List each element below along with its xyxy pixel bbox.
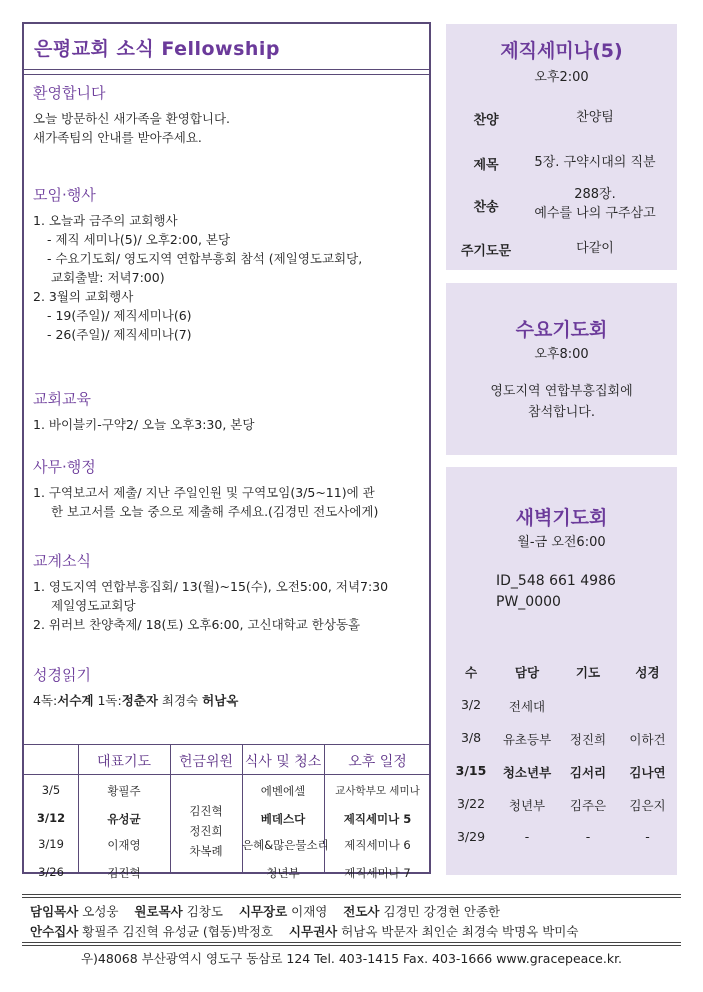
- staff-role: 담임목사: [30, 904, 79, 919]
- prayer-leader: 황필주: [107, 784, 141, 798]
- meal-team: 은혜&많은물소리: [242, 838, 329, 852]
- seminar-row-label: 찬송: [473, 200, 499, 215]
- offering-member: 차복례: [189, 844, 223, 858]
- staff-role: 시무권사: [288, 924, 338, 939]
- fellowship-section: [33, 550, 388, 634]
- reading-line: [33, 691, 238, 710]
- header-prayer: 대표기도: [96, 754, 152, 770]
- header-offering: 헌금위원: [178, 754, 234, 770]
- seminar-panel: [446, 24, 677, 270]
- dawn-cell: 청년부: [508, 798, 546, 813]
- reader-name: 최경숙: [157, 693, 203, 708]
- zoom-pw: PW_0000: [496, 594, 561, 610]
- dawn-prayer-panel: [446, 467, 677, 875]
- dawn-cell: 3/2: [460, 697, 482, 712]
- schedule-date: 3/5: [41, 783, 61, 797]
- staff-role: 안수집사: [30, 924, 79, 939]
- afternoon-event: 제직세미나 6: [344, 838, 411, 852]
- events-line: - 26(주일)/ 제직세미나(7): [47, 327, 192, 342]
- footer-rule: [22, 897, 681, 898]
- prayer-leader: 김진혁: [107, 866, 141, 880]
- admin-section: [33, 456, 378, 521]
- dawn-cell: -: [585, 829, 591, 844]
- meal-team: 청년부: [266, 866, 300, 880]
- events-line: - 19(주일)/ 제직세미나(6): [47, 308, 192, 323]
- admin-line: 한 보고서를 오늘 중으로 제출해 주세요.(김경민 전도사에게): [51, 504, 379, 519]
- welcome-line: 새가족팀의 안내를 받아주세요.: [33, 130, 202, 145]
- staff-names: 이재영: [287, 904, 328, 919]
- dawn-cell: 3/22: [456, 796, 486, 811]
- wednesday-line: 영도지역 연합부흥집회에: [490, 384, 633, 399]
- dawn-cell: 김서리: [569, 765, 607, 780]
- wednesday-line: 참석합니다.: [528, 405, 595, 420]
- wednesday-time: 오후8:00: [534, 347, 589, 362]
- footer-rule: [22, 942, 681, 943]
- prayer-leader: 이재영: [107, 838, 141, 852]
- admin-heading: 사무·행정: [33, 458, 96, 476]
- schedule-date: 3/12: [36, 811, 66, 825]
- dawn-cell: -: [524, 829, 530, 844]
- dawn-cell: 청소년부: [502, 765, 552, 780]
- seminar-row-label: 찬양: [473, 113, 499, 128]
- schedule-date: 3/26: [38, 865, 64, 879]
- fellowship-line: 2. 위러브 찬양축제/ 18(토) 오후6:00, 고신대학교 한상동홀: [33, 617, 361, 632]
- zoom-id: ID_548 661 4986: [496, 573, 616, 589]
- staff-names: 황필주 김진혁 유성균 (협동)박정호: [78, 924, 274, 939]
- dawn-cell: 3/15: [455, 763, 487, 778]
- staff-names: 오성웅: [78, 904, 119, 919]
- dawn-cell: 유초등부: [502, 732, 552, 747]
- wednesday-prayer-panel: [446, 283, 677, 455]
- bulletin-news-panel: [22, 22, 431, 880]
- offering-member: 정진희: [189, 824, 223, 838]
- dawn-cell: 3/29: [456, 829, 486, 844]
- reader-name: 허남옥: [202, 693, 239, 708]
- reading-prefix: 4독:: [33, 693, 58, 708]
- staff-line-1: [30, 902, 500, 920]
- staff-role: 전도사: [343, 904, 380, 919]
- dawn-cell: 이하건: [629, 732, 666, 747]
- education-line: 1. 바이블키-구약2/ 오늘 오후3:30, 본당: [33, 417, 255, 432]
- meal-team: 베데스다: [260, 812, 306, 826]
- events-line: 교회출발: 저녁7:00): [51, 270, 165, 285]
- dawn-cell: 김나연: [629, 765, 666, 780]
- dawn-cell: 김주은: [569, 798, 607, 813]
- seminar-row-value: 찬양팀: [576, 110, 614, 125]
- dawn-cell: 정진희: [569, 732, 607, 747]
- afternoon-event: 교사학부모 세미나: [335, 785, 420, 797]
- dawn-cell: 전세대: [508, 699, 546, 714]
- dawn-header: 수: [464, 665, 478, 680]
- dawn-header: 성경: [635, 665, 660, 680]
- admin-line: 1. 구역보고서 제출/ 지난 주일인원 및 구역모임(3/5~11)에 관: [33, 485, 375, 500]
- fellowship-heading: 교계소식: [33, 552, 91, 570]
- staff-names: 허남옥 박문자 최인순 최경숙 박명옥 박미숙: [337, 924, 579, 939]
- seminar-title: 제직세미나(5): [500, 40, 623, 62]
- prayer-leader: 유성균: [107, 812, 141, 826]
- staff-names: 김창도: [182, 904, 223, 919]
- events-line: 1. 오늘과 금주의 교회행사: [33, 213, 178, 228]
- page-title: 은평교회 소식 Fellowship: [34, 38, 281, 60]
- afternoon-event: 제직세미나 7: [344, 866, 411, 880]
- staff-role: 시무장로: [238, 904, 288, 919]
- offering-member: 김진혁: [189, 804, 223, 818]
- education-section: [33, 388, 254, 434]
- events-line: 2. 3월의 교회행사: [33, 289, 134, 304]
- service-schedule-table: [24, 744, 429, 880]
- reading-section: [33, 664, 238, 710]
- news-title-bar: [24, 24, 429, 70]
- seminar-row-value: 예수를 나의 구주삼고: [534, 206, 656, 221]
- seminar-time: 오후2:00: [534, 70, 589, 85]
- fellowship-line: 1. 영도지역 연합부흥집회/ 13(월)~15(수), 오전5:00, 저녁7:30: [33, 579, 389, 594]
- welcome-heading: 환영합니다: [33, 84, 106, 102]
- staff-line-2: [30, 922, 578, 940]
- wednesday-title: 수요기도회: [515, 319, 608, 341]
- footer-rule: [22, 945, 681, 946]
- dawn-cell: 김은지: [629, 798, 666, 813]
- reading-heading: 성경읽기: [33, 666, 91, 684]
- seminar-row-label: 주기도문: [460, 244, 512, 259]
- dawn-title: 새벽기도회: [515, 507, 608, 529]
- dawn-header: 담당: [514, 665, 540, 680]
- education-heading: 교회교육: [33, 390, 91, 408]
- welcome-section: [33, 82, 230, 147]
- header-afternoon: 오후 일정: [348, 754, 407, 770]
- events-line: - 제직 세미나(5)/ 오후2:00, 본당: [47, 232, 231, 247]
- church-address: 우)48068 부산광역시 영도구 동삼로 124 Tel. 403-1415 Fax. 403-1666 www.gracepeace.kr.: [80, 951, 623, 966]
- fellowship-line: 제일영도교회당: [51, 598, 136, 613]
- footer-rule: [22, 894, 681, 895]
- staff-names: 김경민 강경현 안종한: [379, 904, 501, 919]
- dawn-cell: 3/8: [460, 730, 482, 745]
- dawn-header: 기도: [575, 665, 601, 680]
- afternoon-event: 제직세미나 5: [343, 812, 412, 826]
- dawn-cell: -: [645, 829, 650, 844]
- reader-name: 서수계: [57, 693, 94, 708]
- seminar-row-label: 제목: [473, 158, 499, 173]
- welcome-line: 오늘 방문하신 새가족을 환영합니다.: [33, 111, 231, 126]
- meal-team: 에벤에셀: [260, 784, 306, 798]
- header-meal: 식사 및 청소: [244, 754, 322, 770]
- title-divider: [24, 74, 429, 75]
- events-line: - 수요기도회/ 영도지역 연합부흥회 참석 (제일영도교회당,: [47, 251, 363, 266]
- seminar-row-value: 288장.: [574, 187, 616, 202]
- staff-role: 원로목사: [134, 904, 183, 919]
- reading-mid: 1독:: [93, 693, 122, 708]
- seminar-row-value: 5장. 구약시대의 직분: [534, 155, 656, 170]
- events-heading: 모임·행사: [33, 186, 96, 204]
- reader-name: 정춘자: [121, 693, 158, 708]
- dawn-time: 월-금 오전6:00: [517, 535, 606, 550]
- seminar-row-value: 다같이: [576, 241, 614, 256]
- schedule-date: 3/19: [38, 837, 64, 851]
- events-section: [33, 184, 362, 344]
